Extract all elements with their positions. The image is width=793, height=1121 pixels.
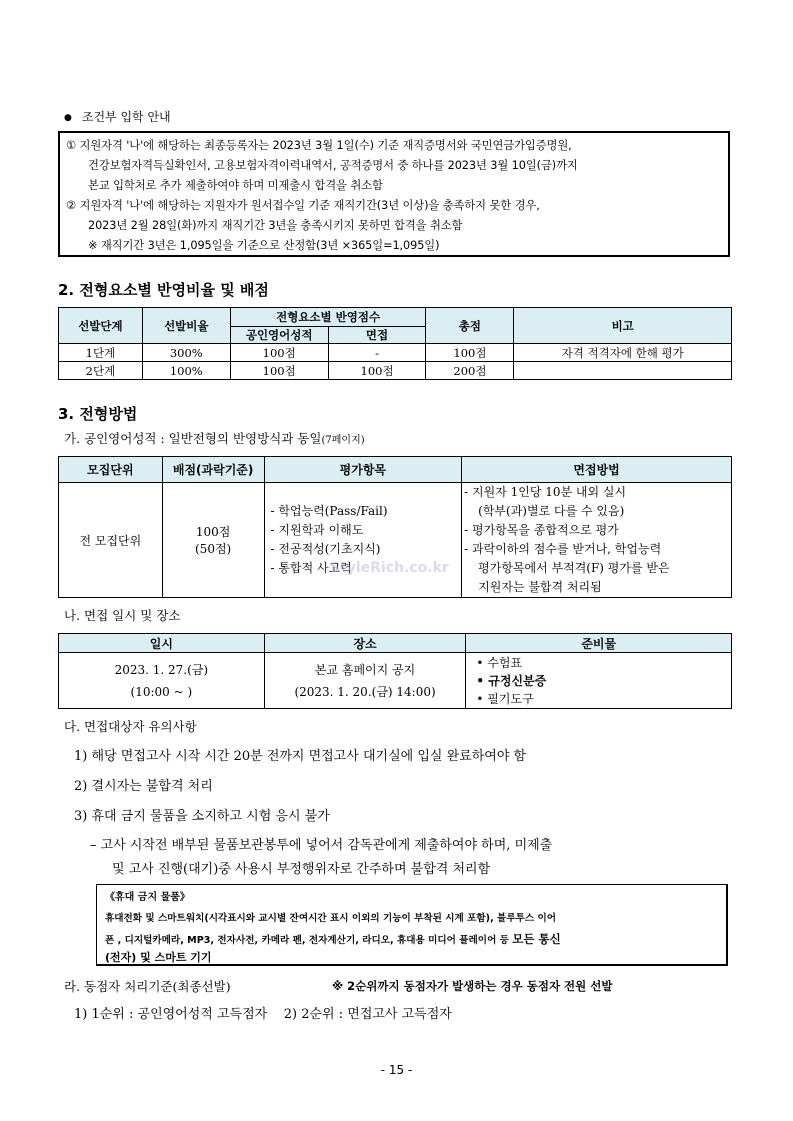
table-row: 2단계 100% 100점 100점 200점 (59, 362, 732, 380)
conditional-box (58, 131, 730, 257)
score-cell: 100점 (50점) (162, 483, 264, 598)
schedule-table (58, 633, 732, 709)
unit-cell: 전 모집단위 (59, 483, 163, 598)
items-cell: - 학업능력(Pass/Fail) - 지원학과 이해도 - 전공적성(기초지식) - 통합적 사고력 (264, 483, 462, 598)
conditional-title: ● 조건부 입학 안내 (64, 110, 171, 124)
section3-a-title: 가. 공인영어성적 : 일반전형의 반영방식과 동일(7페이지) (64, 431, 365, 446)
page-number: - 15 - (380, 1063, 413, 1077)
banned-items-box (96, 884, 728, 966)
tie-rules: 1) 1순위 : 공인영어성적 고득점자 2) 2순위 : 면접고사 고득점자 (74, 1007, 452, 1022)
header-note: 비고 (514, 308, 732, 344)
section3-b-title: 나. 면접 일시 및 장소 (64, 608, 181, 623)
section3-title: 3. 전형방법 (58, 405, 138, 423)
tie-note: ※ 2순위까지 동점자가 발생하는 경우 동점자 전원 선발 (332, 979, 613, 993)
caution-item-2: 2) 결시자는 불합격 처리 (74, 779, 213, 794)
caution-item-3: 3) 휴대 금지 물품을 소지하고 시험 응시 불가 (74, 809, 330, 824)
method-cell: - 지원자 1인당 10분 내외 실시 (학부(과)별로 다를 수 있음) - 평가항목을 종합적으로 평가 - 과락이하의 점수를 받거나, 학업능력 평가항목에서 부적격(F) 평가를 받은 지원자는 불합격 처리됨 (462, 483, 732, 598)
header-interview: 면접 (328, 327, 426, 344)
caution-dash-2: 및 고사 진행(대기)중 사용시 부정행위자로 간주하며 불합격 처리함 (112, 862, 491, 877)
method-table (58, 456, 732, 598)
header-ratio: 선발비율 (142, 308, 230, 344)
table-row: 1단계 300% 100점 - 100점 자격 적격자에 한해 평가 (59, 344, 732, 362)
prep-cell: • 수험표 • 규정신분증 • 필기도구 (466, 653, 732, 709)
bullet-icon: ● (64, 113, 72, 123)
section3-d-title: 라. 동점자 처리기준(최종선발) (64, 979, 231, 994)
header-date: 일시 (59, 634, 265, 653)
conditional-line-2: 건강보험자격득실확인서, 고용보험자격이력내역서, 공적증명서 중 하나를 2023년 3월 10일(금)까지 (88, 159, 578, 172)
header-method: 면접방법 (462, 457, 732, 483)
header-score: 배점(과락기준) (162, 457, 264, 483)
date-cell: 2023. 1. 27.(금) (10:00 ~ ) (59, 653, 265, 709)
conditional-line-1: ① 지원자격 '나'에 해당하는 최종등록자는 2023년 3월 1일(수) 기준 재직증명서와 국민연금가입증명원, (66, 139, 572, 152)
header-english: 공인영어성적 (230, 327, 328, 344)
header-score-group: 전형요소별 반영점수 (230, 308, 426, 327)
conditional-line-4: ② 지원자격 '나'에 해당하는 지원자가 원서접수일 기준 재직기간(3년 이상)을 충족하지 못한 경우, (66, 199, 540, 212)
table-row (59, 653, 732, 709)
caution-dash-1: – 고사 시작전 배부된 물품보관봉투에 넣어서 감독관에게 제출하여야 하며, 미제출 (90, 838, 553, 853)
banned-line-1: 휴대전화 및 스마트워치(시각표시와 교시별 잔여시간 표시 이외의 기능이 부착된 시계 포함), 블루투스 이어 (105, 913, 556, 924)
header-stage: 선발단계 (59, 308, 143, 344)
conditional-line-5: 2023년 2월 28일(화)까지 재직기간 3년을 충족시키지 못하면 합격을 취소함 (88, 219, 463, 232)
header-place: 장소 (264, 634, 466, 653)
header-unit: 모집단위 (59, 457, 163, 483)
conditional-line-6: ※ 재직기간 3년은 1,095일을 기준으로 산정함(3년 ×365일=1,095일) (88, 239, 440, 252)
ratio-table (58, 307, 732, 380)
header-total: 총점 (426, 308, 514, 344)
header-items: 평가항목 (264, 457, 462, 483)
conditional-line-3: 본교 입학처로 추가 제출하여야 하며 미제출시 합격을 취소함 (88, 179, 383, 192)
place-cell: 본교 홈페이지 공지 (2023. 1. 20.(금) 14:00) (264, 653, 466, 709)
caution-item-1: 1) 해당 면접고사 시작 시간 20분 전까지 면접고사 대기실에 입실 완료하여야 함 (74, 749, 527, 764)
header-prep: 준비물 (466, 634, 732, 653)
watermark: StyleRich.co.kr (330, 560, 449, 576)
section3-c-title: 다. 면접대상자 유의사항 (64, 719, 197, 734)
table-row (59, 483, 732, 598)
banned-line-3: (전자) 및 스마트 기기 (105, 951, 212, 964)
section2-title: 2. 전형요소별 반영비율 및 배점 (58, 281, 269, 299)
banned-title: 《휴대 금지 물품》 (105, 892, 190, 903)
banned-line-2: 폰 , 디지털카메라, MP3, 전자사전, 카메라 펜, 전자계산기, 라디오, 휴대용 미디어 플레이어 등 모든 통신 (105, 932, 561, 946)
